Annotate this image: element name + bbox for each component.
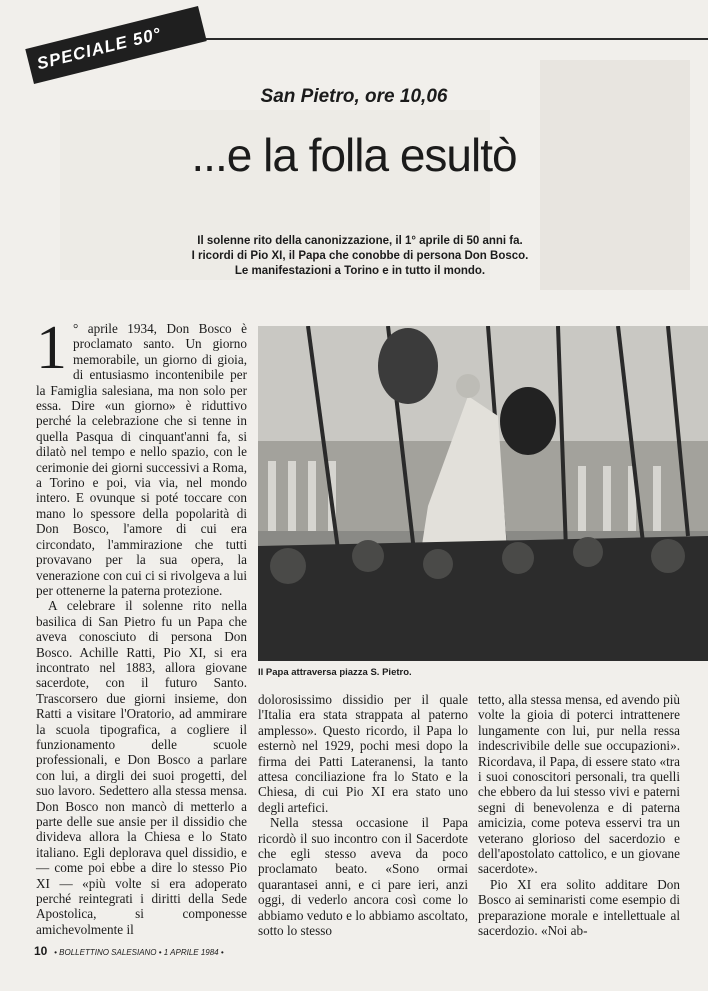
publication-line: • BOLLETTINO SALESIANO • 1 APRILE 1984 • — [54, 948, 224, 957]
page-footer — [34, 944, 224, 958]
deck-line: I ricordi di Pio XI, il Papa che conobbe di persona Don Bosco. — [191, 250, 529, 262]
kicker: San Pietro, ore 10,06 — [260, 86, 448, 107]
article-column-1 — [36, 314, 247, 937]
article-paragraph: Nella stessa occasione il Papa ricordò il suo incontro con il Sacerdote che egli stesso aveva da poco proclamato beato. «Sono ormai quarantasei anni, e ci pare ieri, anzi oggi, di vederlo ancora così come lo abbiamo veduto e lo abbiamo ascoltato, sotto lo stesso — [258, 815, 468, 939]
article-paragraph: A celebrare il solenne rito nella basilica di San Pietro fu un Papa che aveva conosciuto di persona Don Bosco. Achille Ratti, Pio XI, si era incontrato nel 1883, allora giovane sacerdote, con il futuro Santo. Trascorsero due giorni insieme, don Ratti a visitare l'Oratorio, ad ammirare la scuola tipografica, a cogliere il funzionamento delle scuole professionali, e Don Bosco a parlare con lui, a dirgli dei suoi progetti, del suo lavoro. Sedettero alla stessa mensa. Don Bosco non mancò di metterlo a parte delle sue ansie per il dissidio che divideva allora la Chiesa e lo Stato italiano. Egli deplorava quel dissidio, e — come poi ebbe a dire lo stesso Pio XI — «più volte si era adoperato perché reintegrati i diritti della Sede Apostolica, si componesse amichevolmente il — [36, 598, 247, 937]
procession-image — [258, 326, 708, 661]
page-number: 10 — [34, 944, 48, 958]
drop-cap: 1 — [36, 314, 67, 382]
article-paragraph: tetto, alla stessa mensa, ed avendo più volte la gioia di poterci intrattenere lungamente con lui, pur nella ressa indescrivibile delle sue occupazioni». Ricordava, il Papa, di essere stato «tra i suoi conoscitori personali, tra quelli che ebbero da lui stesso vivi e paterni segni di benevolenza e di paterna amicizia, come poteva esservi tra un veterano glorioso del sacerdozio e dell'apostolato cattolico, e un giovane sacerdote». — [478, 692, 680, 877]
photo-caption: Il Papa attraversa piazza S. Pietro. — [258, 667, 412, 678]
deck-line: Le manifestazioni a Torino e in tutto il mondo. — [234, 265, 486, 277]
article-paragraph — [36, 314, 247, 598]
article-column-2 — [258, 692, 468, 939]
headline: ...e la folla esultò — [191, 129, 517, 181]
article-paragraph: dolorosissimo dissidio per il quale l'Italia era stata strappata al paterno amplesso». Questo ricordo, il Papa lo esternò nel 1929, pochi mesi dopo la firma dei Patti Lateranensi, la tanto attesa conciliazione fra lo Stato e la Chiesa, di cui Pio XI era stato uno degli artefici. — [258, 692, 468, 815]
photo-pope-procession — [258, 326, 708, 661]
article-column-3 — [478, 692, 680, 939]
deck-line: Il solenne rito della canonizzazione, il 1° aprile di 50 anni fa. — [197, 235, 523, 247]
article-paragraph: Pio XI era solito additare Don Bosco ai seminaristi come esempio di preparazione morale e intellettuale al sacerdozio. «Noi ab- — [478, 876, 680, 939]
header-rule — [190, 38, 708, 40]
deck — [150, 234, 570, 279]
paragraph-text: ° aprile 1934, Don Bosco è proclamato santo. Un giorno memorabile, un giorno di gioia, di entusiasmo incontenibile per la Famiglia salesiana, ma non solo per essa. Dire «un giorno» è riduttivo perché la celebrazione che si tenne in quella Pasqua di cinquant'anni fa, si dilatò nel tempo e nello spazio, con le cerimonie dei giorni successivi a Roma, a Torino e poi, via via, nel mondo intero. E ovunque si poté toccare con mano lo spessore della popolarità di Don Bosco, l'amore di cui era circondato, l'ammirazione che tutti provavano per la sua opera, la venerazione con cui ci si rivolgeva a lui per ottenerne la paterna protezione. — [36, 321, 247, 598]
section-banner: SPECIALE 50° — [25, 6, 206, 84]
